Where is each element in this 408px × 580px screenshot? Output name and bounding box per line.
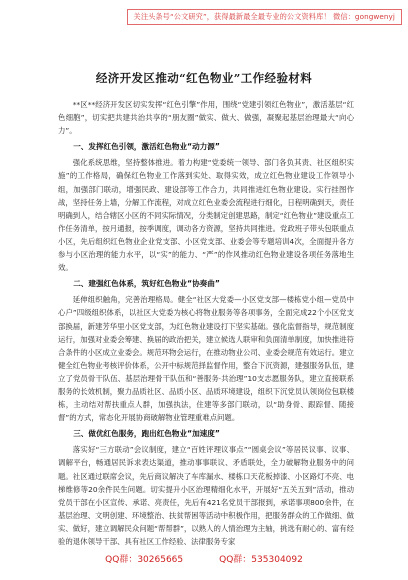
promo-banner[interactable]: 关注头条号“公文研究”，获得最新最全最专业的公文资料库！ 微信：gongwenyj: [127, 9, 402, 25]
top-banner-area: [0, 0, 408, 40]
section-heading-3: 三、做优红色服务，跑出红色物业“加速度”: [73, 429, 220, 439]
document-body: [58, 98, 354, 548]
section-heading-1: 一、发挥红色引领，激活红色物业“动力源”: [73, 142, 220, 152]
section-heading-2: 二、建强红色体系，筑好红色物业“协奏曲”: [73, 279, 220, 289]
intro-paragraph: **区**经济开发区切实发挥“红色引擎”作用，围绕“党建引领红色物业”，激活基层“红色细胞”，切实把共建共治共享的“朋友圈”做实、做大、做强，凝聚起基层治理最大“向心力”。: [58, 100, 354, 136]
qq-group-1: QQ群：30265665: [105, 555, 184, 565]
footer-contacts: [0, 552, 408, 565]
section-paragraph-3: 落实好“三方联动”会议制度，建立“百姓评理议事点”“圆桌会议”等居民议事、议事、调解平台，畅通居民诉求表达渠道，推动事事联议、矛盾联处，全力破解物业服务中的问题。社区通过联席会议，先后商议解决了车库漏水、楼栋口天花板掉漆、小区路灯不亮、电梯维修等20余件民生问题。切实提升小区治理精细化水平，开展好“五关五到”活动，推动党员干部在小区宣传、承诺、亮责任，先后有421名党员干部报到，承诺事项800余件，在基层治理、文明创建、环境整治、扶贫帮困等活动中积极作用，把服务群众的工作做细、做实、做好，建立调解民众问题“帮帮群”，以熟人的人情治理为主轴，挑选有耐心的、富有经验的退休领导干部、具有社区工作经验、法律服务专家: [58, 445, 354, 546]
section-paragraph-1: 强化系统思维，坚持整体推进。着力构建“党委统一领导、部门各负其责、社区组织实施”的工作格局，确保红色物业工作落到实处、取得实效，成立红色物业建设工作领导小组，加强部门联动，增强民政、建设部等工作合力，共同推进红色物业建设。实行挂图作战，坚持任务上墙，分解工作流程，对成立红色业委会流程进行细化，日程明确到天，责任明确到人，结合辖区小区的不同实际情况，分类制定创建思路，制定“红色物业”建设重点工作任务清单，按月通报，按季调度，调动各方资源，坚持共同推进。党政班子带头包联重点小区，先后组织红色物业企业党支部、小区党支部、业委会等专题培训4次，全面提升各方参与小区治理的能力水平，以“实”的能力、“严”的作风推动红色物业建设各项任务落地生效。: [58, 158, 354, 273]
document-title: 经济开发区推动“红色物业”工作经验材料: [95, 71, 313, 85]
section-paragraph-2: 延伸组织触角，完善治理格局。健全“社区大党委—小区党支部—楼栋党小组—党员中心户”四级组织体系，以社区大党委为核心将物业服务等各项事务，全面完成22个小区党支部换届，新建芳华里小区党支部，为红色物业建设打下坚实基础。强化监督指导，规范制度运行，加强对业委会筹建、换届的政治把关，建立候选人联审和负面清单制度，加快推进符合条件的小区成立业委会。规范环物会运行，在推动物业公司、业委会规范有效运行。建立健全红色物业考核评价体系，公开中标规范择监督作用，整合下沉资源，建强服务队伍，建立了党员骨干队伍、基层治理骨干队伍和“善服务·共治理”10支志愿服务队，建立直接联系服务的长效机制，聚力品质社区、品质小区、品质环境建设，组织下沉党员认领岗位包联楼栋，主动结对帮扶重点人群，加强执法，住建等多部门联动，以“助身骨、跟踪督、随接督”的方式，常态化开展协商破解物业管理重难点问题。: [58, 295, 354, 423]
qq-group-2: QQ群：535304092: [219, 555, 303, 565]
